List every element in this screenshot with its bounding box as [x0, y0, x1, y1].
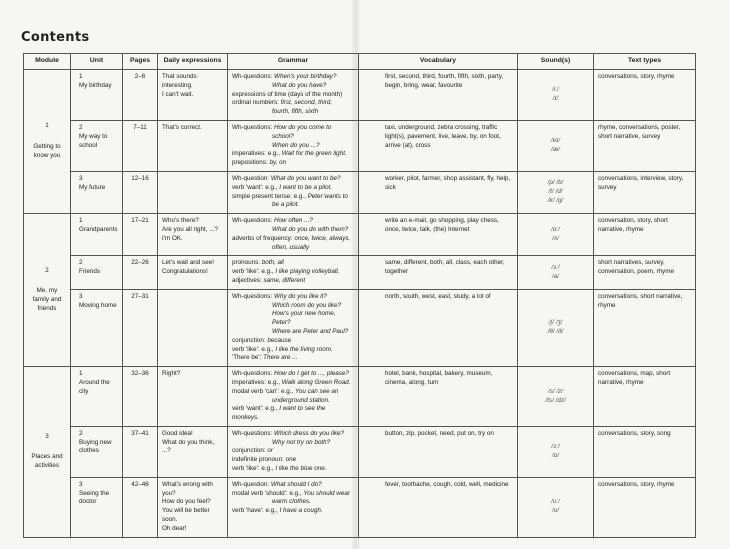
daily-expressions-cell — [158, 214, 228, 256]
contents-table — [23, 53, 696, 538]
daily-expression: What's wrong with you? — [162, 480, 213, 497]
vocabulary-cell: fever, toothache, cough, cold, well, medicine — [359, 477, 518, 537]
sound: /ɪ/ — [552, 94, 559, 102]
grammar-line — [232, 159, 354, 168]
sounds-cell — [518, 120, 594, 171]
unit-name: My way to school — [79, 132, 108, 149]
sounds-cell — [518, 477, 594, 537]
grammar-example: I have a cough. — [279, 507, 323, 515]
sound: /ts/ /dz/ — [545, 396, 566, 404]
daily-expression: How do you feel? — [162, 498, 211, 506]
table-row — [24, 120, 696, 171]
sounds-cell — [518, 214, 594, 256]
sounds-cell — [518, 426, 594, 477]
grammar-example: Why not try on both? — [272, 438, 331, 446]
text-types-cell: conversations, short narrative, rhyme — [594, 289, 696, 366]
pages-cell: 27–31 — [123, 289, 158, 366]
sound: /s/ /z/ — [547, 387, 564, 395]
sounds-cell — [518, 256, 594, 289]
daily-expressions-cell — [158, 426, 228, 477]
text-types-cell: conversations, map, short narrative, rhyme — [594, 367, 696, 427]
grammar-example: one — [285, 456, 297, 464]
sound: /p/ /b/ — [547, 179, 564, 187]
daily-expression: You will be better soon. — [162, 507, 210, 524]
header-row — [24, 54, 696, 70]
module-name: Getting to know you — [33, 143, 61, 159]
grammar-cell — [228, 171, 359, 213]
grammar-line — [232, 346, 354, 355]
daily-expressions-cell — [158, 171, 228, 213]
grammar-line — [232, 490, 354, 499]
grammar-label: conjunction: — [232, 336, 268, 344]
unit-cell — [71, 367, 123, 427]
unit-name: Seeing the doctor — [79, 489, 110, 506]
grammar-label: simple present tense: e.g., — [232, 192, 308, 200]
unit-number: 2 — [79, 259, 83, 267]
grammar-line — [232, 370, 354, 379]
table-row — [24, 214, 696, 256]
grammar-label: adverbs of frequency: — [232, 234, 295, 242]
sound: /ɒ/ — [551, 451, 559, 459]
sound: /t/ /d/ — [548, 188, 563, 196]
grammar-line — [232, 259, 354, 268]
pages-cell: 7–11 — [123, 120, 158, 171]
grammar-label: modal verb 'should': e.g., — [232, 489, 304, 497]
header-vocabulary: Vocabulary — [359, 54, 518, 70]
unit-cell — [71, 289, 123, 366]
grammar-example: How's your new home, Peter? — [272, 310, 336, 327]
daily-expressions-cell — [158, 289, 228, 366]
daily-expression: Are you all right, ...? — [162, 225, 218, 233]
text-types-cell: conversations, story, rhyme — [594, 70, 696, 121]
grammar-example: both, all — [261, 259, 284, 267]
grammar-example: Where are Peter and Paul? — [272, 327, 349, 335]
daily-expression: I'm OK. — [162, 234, 183, 242]
header-unit: Unit — [71, 54, 123, 70]
vocabulary-cell: first, second, third, fourth, fifth, sixth, party, begin, bring, wear, favourite — [359, 70, 518, 121]
daily-expressions-cell — [158, 256, 228, 289]
unit-cell — [71, 426, 123, 477]
grammar-line — [232, 302, 354, 311]
module-name: Places and activities — [31, 453, 63, 470]
grammar-example: often, usually — [272, 243, 310, 251]
grammar-line — [232, 150, 354, 159]
sounds-cell — [518, 289, 594, 366]
sound: /eɪ/ — [550, 137, 561, 145]
spacer — [28, 131, 66, 143]
grammar-example: I like the living room. — [275, 345, 333, 353]
grammar-line — [232, 379, 354, 388]
unit-number: 3 — [79, 480, 83, 488]
grammar-example: Which room do you like? — [272, 301, 341, 309]
daily-expression: Oh dear! — [162, 524, 187, 532]
grammar-line — [232, 447, 354, 456]
grammar-label: Wh-questions: — [232, 73, 274, 80]
grammar-line — [232, 124, 354, 133]
grammar-line — [232, 388, 354, 397]
grammar-label: verb 'want': e.g., — [232, 405, 280, 413]
grammar-example: When's your birthday? — [274, 73, 337, 80]
daily-expression: Who's there? — [162, 217, 199, 225]
daily-expressions-cell — [158, 367, 228, 427]
grammar-label: indefinite pronoun: — [232, 456, 286, 464]
sound: /uː/ — [551, 498, 560, 506]
grammar-line — [232, 73, 354, 82]
unit-number: 1 — [79, 370, 83, 378]
grammar-line — [232, 465, 354, 474]
grammar-line — [232, 244, 354, 253]
text-types-cell: conversations, interview, story, survey — [594, 171, 696, 213]
module-number: 1 — [45, 122, 49, 130]
grammar-label: Wh-questions: — [232, 217, 274, 225]
unit-number: 3 — [79, 174, 83, 182]
grammar-line — [232, 175, 354, 184]
daily-expression: That sounds interesting. — [162, 73, 197, 89]
unit-name: Buying new clothes — [79, 438, 112, 455]
grammar-example: I want to see the monkeys. — [232, 405, 326, 422]
sound: /ʌ/ — [552, 234, 559, 242]
pages-cell: 37–41 — [123, 426, 158, 477]
grammar-label: modal verb 'can': e.g., — [232, 387, 295, 395]
grammar-example: underground station. — [272, 396, 330, 404]
table-row — [24, 171, 696, 213]
module-cell — [24, 367, 71, 538]
unit-cell — [71, 214, 123, 256]
module-number: 3 — [45, 432, 49, 440]
grammar-line — [232, 142, 354, 151]
unit-name: Moving home — [79, 301, 117, 309]
grammar-line — [232, 277, 354, 286]
grammar-label: Wh-question: — [232, 480, 271, 488]
table-row — [24, 367, 696, 427]
grammar-line — [232, 99, 354, 108]
grammar-cell — [228, 477, 359, 537]
sound: /æ/ — [550, 145, 561, 153]
module-cell — [24, 70, 71, 214]
grammar-label: Wh-questions: — [232, 370, 274, 378]
grammar-cell — [228, 70, 359, 121]
sound: /iː/ — [552, 86, 559, 94]
pages-cell: 32–36 — [123, 367, 158, 427]
vocabulary-cell: write an e-mail, go shopping, play chess, once, twice, talk, (the) Internet — [359, 214, 518, 256]
grammar-cell — [228, 289, 359, 366]
pages-cell: 22–26 — [123, 256, 158, 289]
module-number: 2 — [45, 266, 49, 274]
unit-name: My future — [79, 183, 106, 191]
grammar-example: be a pilot. — [272, 201, 300, 209]
unit-name: Grandparents — [79, 225, 118, 233]
grammar-example: I like the blue one. — [275, 465, 327, 473]
grammar-example: What should I do? — [270, 480, 322, 488]
grammar-example: or — [267, 447, 273, 455]
grammar-example: You can see an — [294, 387, 339, 395]
sounds-cell — [518, 367, 594, 427]
grammar-label: adjectives: — [232, 276, 264, 284]
grammar-example: Peter wants to — [307, 192, 348, 200]
grammar-line — [232, 507, 354, 516]
sound: /ə/ — [551, 272, 559, 280]
header-grammar: Grammar — [228, 54, 359, 70]
grammar-example: When do you ...? — [272, 141, 320, 149]
grammar-label: imperatives: e.g., — [232, 150, 282, 158]
grammar-example: Walk along Green Road. — [281, 378, 351, 386]
grammar-example: same, different — [263, 276, 306, 284]
grammar-example: How often ...? — [274, 217, 313, 225]
grammar-example: You should wear — [303, 489, 350, 497]
sound: /θ/ /ð/ — [547, 327, 564, 335]
grammar-label: conjunction: — [232, 447, 268, 455]
grammar-line — [232, 498, 354, 507]
daily-expression: Congratulations! — [162, 268, 208, 276]
grammar-line — [232, 268, 354, 277]
grammar-line — [232, 235, 354, 244]
unit-name: Around the city — [79, 378, 110, 395]
grammar-line — [232, 397, 354, 406]
daily-expression: Let's wait and see! — [162, 259, 214, 267]
pages-cell: 2–6 — [123, 70, 158, 121]
grammar-example: How do I get to ..., please? — [274, 370, 349, 378]
text-types-cell: short narratives, survey, conversation, poem, rhyme — [594, 256, 696, 289]
header-sounds: Sound(s) — [518, 54, 594, 70]
grammar-label: Wh-questions: — [232, 123, 274, 131]
daily-expression: Good idea! — [162, 429, 193, 437]
unit-cell — [71, 477, 123, 537]
grammar-line — [232, 82, 354, 91]
sounds-cell — [518, 70, 594, 121]
unit-cell — [71, 70, 123, 121]
grammar-cell — [228, 214, 359, 256]
grammar-label: ordinal numbers: — [232, 99, 281, 107]
text-types-cell: rhyme, conversations, poster, short narrative, survey — [594, 120, 696, 171]
grammar-line — [232, 354, 354, 363]
grammar-line — [232, 184, 354, 193]
grammar-label: expressions of time (days of the month) — [232, 90, 343, 98]
unit-name: Friends — [79, 268, 100, 276]
pages-cell: 17–21 — [123, 214, 158, 256]
grammar-line — [232, 293, 354, 302]
grammar-example: Wait for the green light. — [281, 150, 347, 158]
grammar-example: What do you do with them? — [272, 225, 349, 233]
spacer — [28, 275, 66, 287]
vocabulary-cell: hotel, bank, hospital, bakery, museum, cinema, along, turn — [359, 367, 518, 427]
unit-cell — [71, 120, 123, 171]
grammar-example: by, on — [269, 159, 287, 167]
vocabulary-cell: button, zip, pocket, need, put on, try on — [359, 426, 518, 477]
grammar-label: imperatives: e.g., — [232, 378, 282, 386]
grammar-line — [232, 405, 354, 423]
grammar-cell — [228, 120, 359, 171]
daily-expressions-cell — [158, 477, 228, 537]
daily-expressions-cell — [158, 70, 228, 121]
table-row — [24, 256, 696, 289]
grammar-label: verb 'like': e.g., — [232, 268, 276, 276]
grammar-example: What do you have? — [272, 81, 327, 89]
module-name: Me, my family and friends — [32, 287, 62, 312]
daily-expression: I can't wait. — [162, 90, 194, 98]
grammar-label: verb 'want': e.g., — [232, 183, 280, 191]
vocabulary-cell: north, south, west, east, study, a lot of — [359, 289, 518, 366]
grammar-label: pronouns: — [232, 259, 262, 267]
table-row — [24, 289, 696, 366]
grammar-example: Which dress do you like? — [274, 429, 344, 437]
grammar-example: warm clothes. — [272, 498, 311, 506]
vocabulary-cell: taxi, underground, zebra crossing, traffic light(s), pavement, live, leave, by, on foot, arrive (at), cross — [359, 120, 518, 171]
grammar-label: verb 'like': e.g., — [232, 345, 276, 353]
grammar-label: Wh-questions: — [232, 292, 274, 300]
grammar-line — [232, 133, 354, 142]
spacer — [28, 441, 66, 453]
grammar-line — [232, 439, 354, 448]
grammar-line — [232, 201, 354, 210]
grammar-line — [232, 337, 354, 346]
grammar-label: prepositions: — [232, 159, 270, 167]
grammar-line — [232, 217, 354, 226]
sound: /ʃ/ /ʒ/ — [548, 319, 563, 327]
grammar-example: because — [267, 336, 292, 344]
grammar-line — [232, 456, 354, 465]
grammar-cell — [228, 256, 359, 289]
page-title: Contents — [21, 30, 90, 45]
grammar-cell — [228, 426, 359, 477]
grammar-example: school? — [272, 132, 294, 140]
unit-number: 1 — [79, 73, 83, 80]
sound: /ɑː/ — [551, 225, 560, 233]
sound: /k/ /g/ — [547, 196, 564, 204]
header-daily-expressions: Daily expressions — [158, 54, 228, 70]
unit-cell — [71, 256, 123, 289]
header-pages: Pages — [123, 54, 158, 70]
sound: /ʊ/ — [551, 507, 560, 515]
table-row — [24, 426, 696, 477]
unit-number: 1 — [79, 217, 83, 225]
grammar-label: verb 'like': e.g., — [232, 465, 276, 473]
grammar-line — [232, 481, 354, 490]
grammar-example: I like playing volleyball. — [275, 268, 340, 276]
grammar-example: There are ... — [263, 354, 298, 362]
daily-expression: What do you think, ...? — [162, 438, 215, 455]
pages-cell: 42–46 — [123, 477, 158, 537]
grammar-line — [232, 108, 354, 117]
grammar-line — [232, 430, 354, 439]
table-row — [24, 477, 696, 537]
header-text-types: Text types — [594, 54, 696, 70]
module-cell — [24, 214, 71, 367]
vocabulary-cell: worker, pilot, farmer, shop assistant, fly, help, sick — [359, 171, 518, 213]
daily-expressions-cell — [158, 120, 228, 171]
sound: /ɜː/ — [551, 263, 560, 271]
grammar-example: first, second, third, — [280, 99, 333, 107]
unit-number: 2 — [79, 429, 83, 437]
grammar-line — [232, 226, 354, 235]
grammar-example: I want to be a pilot. — [279, 183, 333, 191]
header-module: Module — [24, 54, 71, 70]
grammar-line — [232, 328, 354, 337]
grammar-label: Wh-question: — [232, 174, 271, 182]
grammar-example: once, twice, always, — [294, 234, 351, 242]
grammar-label: verb 'have': e.g., — [232, 507, 280, 515]
daily-expression: Right? — [162, 370, 181, 378]
grammar-example: fourth, fifth, sixth — [272, 108, 319, 116]
pages-cell: 12–16 — [123, 171, 158, 213]
text-types-cell: conversations, story, rhyme — [594, 477, 696, 537]
sound: /ɔː/ — [551, 443, 560, 451]
grammar-example: What do you want to be? — [270, 174, 341, 182]
table-row — [24, 70, 696, 121]
grammar-line — [232, 310, 354, 328]
grammar-cell — [228, 367, 359, 427]
grammar-example: Why do you like it? — [274, 292, 327, 300]
daily-expression: That's correct. — [162, 123, 202, 131]
grammar-label: 'There be': — [232, 354, 264, 362]
text-types-cell: conversation, story, short narrative, rhyme — [594, 214, 696, 256]
grammar-line — [232, 193, 354, 202]
grammar-line — [232, 91, 354, 100]
text-types-cell: conversations, story, song — [594, 426, 696, 477]
sounds-cell — [518, 171, 594, 213]
unit-name: My birthday — [79, 81, 112, 89]
grammar-example: How do you come to — [274, 123, 332, 131]
unit-number: 2 — [79, 123, 83, 131]
grammar-label: Wh-questions: — [232, 429, 274, 437]
unit-cell — [71, 171, 123, 213]
vocabulary-cell: same, different, both, all, class, each other, together — [359, 256, 518, 289]
unit-number: 3 — [79, 292, 83, 300]
